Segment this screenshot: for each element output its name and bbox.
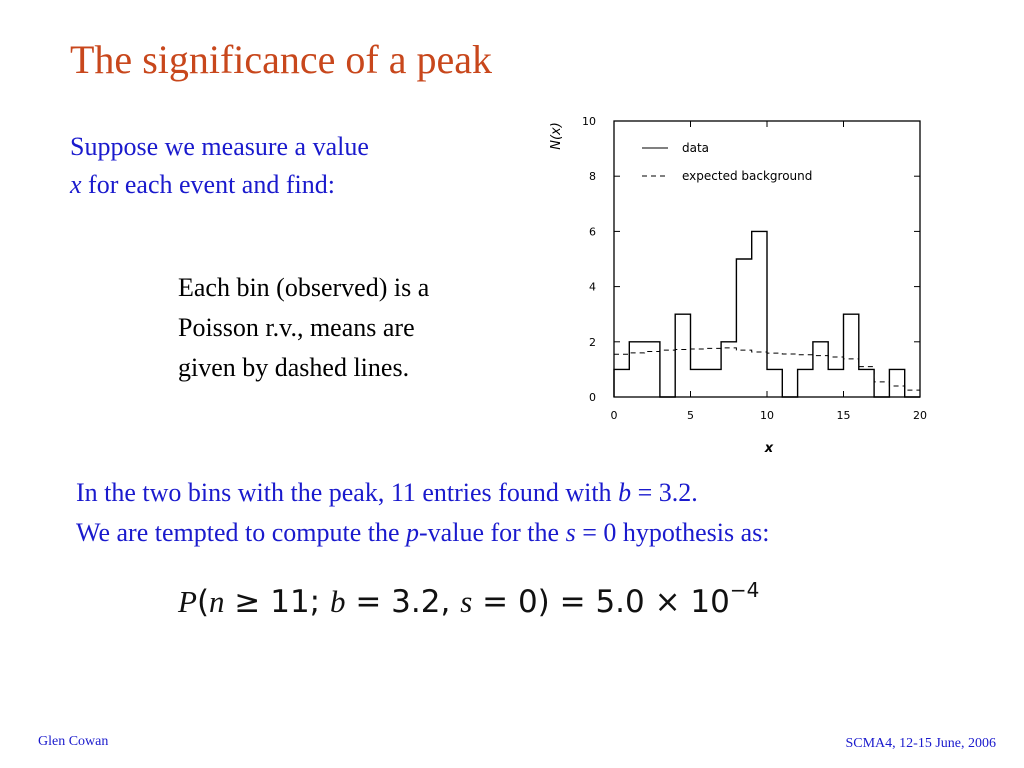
bottom-line-2-end: = 0 hypothesis as: — [575, 518, 770, 547]
y-tick-label: 6 — [589, 225, 596, 239]
intro-line-1: Suppose we measure a value — [70, 132, 369, 161]
bottom-line-2-mid: -value for the — [419, 518, 566, 547]
formula-P: P — [178, 584, 197, 619]
intro-text — [70, 128, 369, 204]
note-line-2: Poisson r.v., means are — [178, 313, 415, 342]
note-line-3: given by dashed lines. — [178, 353, 410, 382]
note-line-1: Each bin (observed) is a — [178, 273, 430, 302]
x-tick-label: 5 — [687, 409, 694, 422]
y-tick-label: 4 — [589, 280, 596, 294]
bottom-line-1-end: = 3.2. — [631, 478, 698, 507]
footer-conference: SCMA4, 12-15 June, 2006 — [845, 736, 996, 751]
variable-p: p — [406, 518, 420, 547]
footer-author: Glen Cowan — [38, 734, 109, 749]
y-axis-label: N(x) — [549, 122, 564, 150]
formula-exponent: −4 — [729, 578, 760, 602]
y-tick-label: 8 — [589, 170, 596, 184]
formula-eq1: = 3.2, — [345, 584, 461, 620]
poisson-note — [178, 268, 429, 388]
y-tick-label: 0 — [589, 391, 596, 404]
x-axis-label: x — [764, 441, 774, 456]
y-tick-label: 10 — [582, 115, 596, 128]
formula-b: b — [329, 584, 346, 619]
slide-title: The significance of a peak — [70, 37, 493, 82]
p-value-formula — [178, 578, 759, 620]
bottom-line-2-text: We are tempted to compute the — [76, 518, 407, 547]
formula-eq2: = 0) = 5.0 × 10 — [472, 584, 730, 620]
legend-label-data: data — [682, 141, 710, 155]
bottom-line-1 — [76, 473, 769, 513]
intro-line-2 — [70, 166, 369, 204]
bottom-line-2 — [76, 513, 769, 553]
bottom-line-1-text: In the two bins with the peak, 11 entries found with — [76, 478, 619, 507]
formula-open: ( — [196, 584, 210, 620]
x-tick-label: 0 — [610, 409, 618, 422]
x-tick-label: 15 — [836, 409, 851, 422]
legend-label-background: expected background — [682, 169, 813, 183]
intro-line-2-rest: for each event and find: — [81, 170, 335, 199]
variable-s: s — [565, 518, 576, 547]
y-tick-label: 2 — [589, 335, 596, 349]
formula-geq: ≥ 11; — [224, 584, 330, 620]
x-tick-label: 10 — [760, 409, 774, 422]
histogram-chart — [540, 100, 940, 460]
formula-s: s — [460, 584, 473, 619]
variable-b: b — [618, 478, 632, 507]
intro-variable-x: x — [70, 170, 82, 199]
x-tick-label: 20 — [913, 409, 927, 422]
peak-description — [76, 473, 769, 553]
formula-n: n — [209, 584, 225, 619]
